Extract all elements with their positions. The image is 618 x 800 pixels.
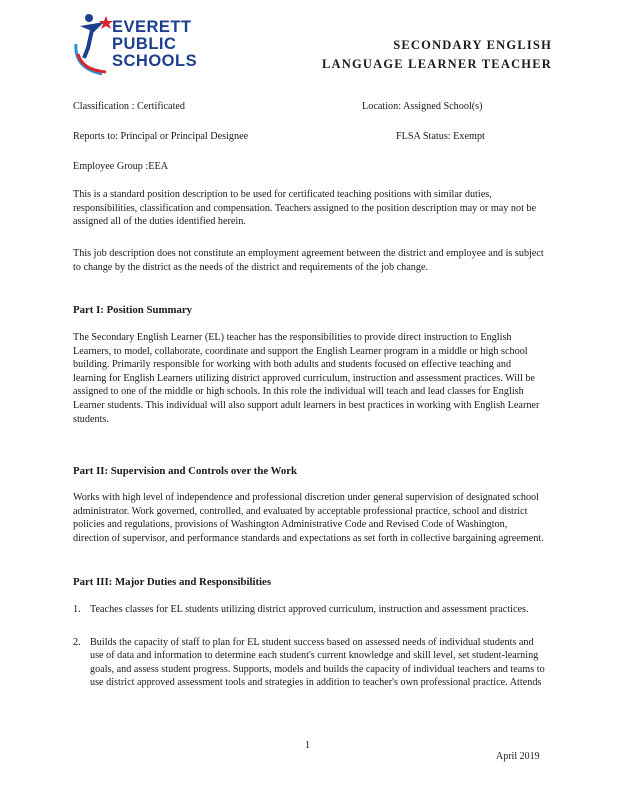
classification-field: Classification : Certificated bbox=[73, 101, 186, 112]
page-number: 1 bbox=[305, 740, 310, 751]
document-title bbox=[322, 36, 552, 74]
reports-to-field: Reports to: Principal or Principal Designee bbox=[73, 131, 249, 142]
logo-line-1: EVERETT bbox=[112, 18, 192, 36]
part-2-heading: Part II: Supervision and Controls over the Work bbox=[73, 465, 298, 477]
logo-wordmark bbox=[112, 19, 197, 70]
duty-number: 1. bbox=[73, 604, 81, 615]
intro-paragraph-2: This job description does not constitute an employment agreement between the district and employee and is subject to change by the district as the needs of the district and requirements of the job change. bbox=[73, 248, 544, 273]
logo-line-3: SCHOOLS bbox=[112, 52, 198, 70]
title-line-1: SECONDARY ENGLISH bbox=[393, 38, 552, 52]
duty-text: Teaches classes for EL students utilizing district approved curriculum, instruction and assessment practices. bbox=[90, 604, 529, 615]
list-item bbox=[73, 636, 545, 690]
flsa-status-field: FLSA Status: Exempt bbox=[396, 131, 485, 142]
everett-public-schools-logo bbox=[72, 10, 242, 80]
school-emblem-icon bbox=[72, 12, 116, 80]
employee-group-field: Employee Group :EEA bbox=[73, 161, 169, 172]
position-summary-text: The Secondary English Learner (EL) teacher has the responsibilities to provide direct instruction to English Learners, to model, collaborate, coordinate and support the English Learner program in a middle or high school building. Primarily responsible for working with both adults and students focused on effective teaching and learning for English Learners utilizing district approved curriculum, instruction and assessment practices. Will be assigned to one of the middle or high schools. In this role the individual will teach and lead classes for English Learner students. This individual will also support adult learners in best practices in working with English Learner students. bbox=[73, 332, 540, 425]
intro-paragraph-1: This is a standard position description to be used for certificated teaching positions with similar duties, responsibilities, classification and compensation. Teachers assigned to the position description may or may not be assigned all of the duties identified herein. bbox=[73, 189, 537, 228]
revision-date: April 2019 bbox=[496, 751, 540, 762]
part-3-heading: Part III: Major Duties and Responsibilities bbox=[73, 576, 272, 588]
duties-list bbox=[73, 603, 545, 690]
duty-number: 2. bbox=[73, 636, 81, 648]
logo-line-2: PUBLIC bbox=[112, 35, 177, 53]
part-1-heading: Part I: Position Summary bbox=[73, 304, 193, 316]
supervision-text: Works with high level of independence and professional discretion under general supervision of designated school administrator. Work governed, controlled, and evaluated by acceptable professional practice, school and district policies and regulations, provisions of Washington Administrative Code and Revised Code of Washington, direction of supervisor, and performance standards and expectations as set forth in collective bargaining agreement. bbox=[73, 492, 544, 544]
list-item bbox=[73, 603, 545, 617]
title-line-2: LANGUAGE LEARNER TEACHER bbox=[322, 57, 552, 71]
location-field: Location: Assigned School(s) bbox=[362, 101, 483, 112]
duty-text: Builds the capacity of staff to plan for EL student success based on assessed needs of individual students and use of data and information to determine each student's current knowledge and skill level, set student-learning goals, and assess student progress. Supports, models and builds the capacity of individual teachers and teams to use district approved assessment tools and strategies in addition to teacher's own professional practice. Attends bbox=[90, 636, 545, 689]
